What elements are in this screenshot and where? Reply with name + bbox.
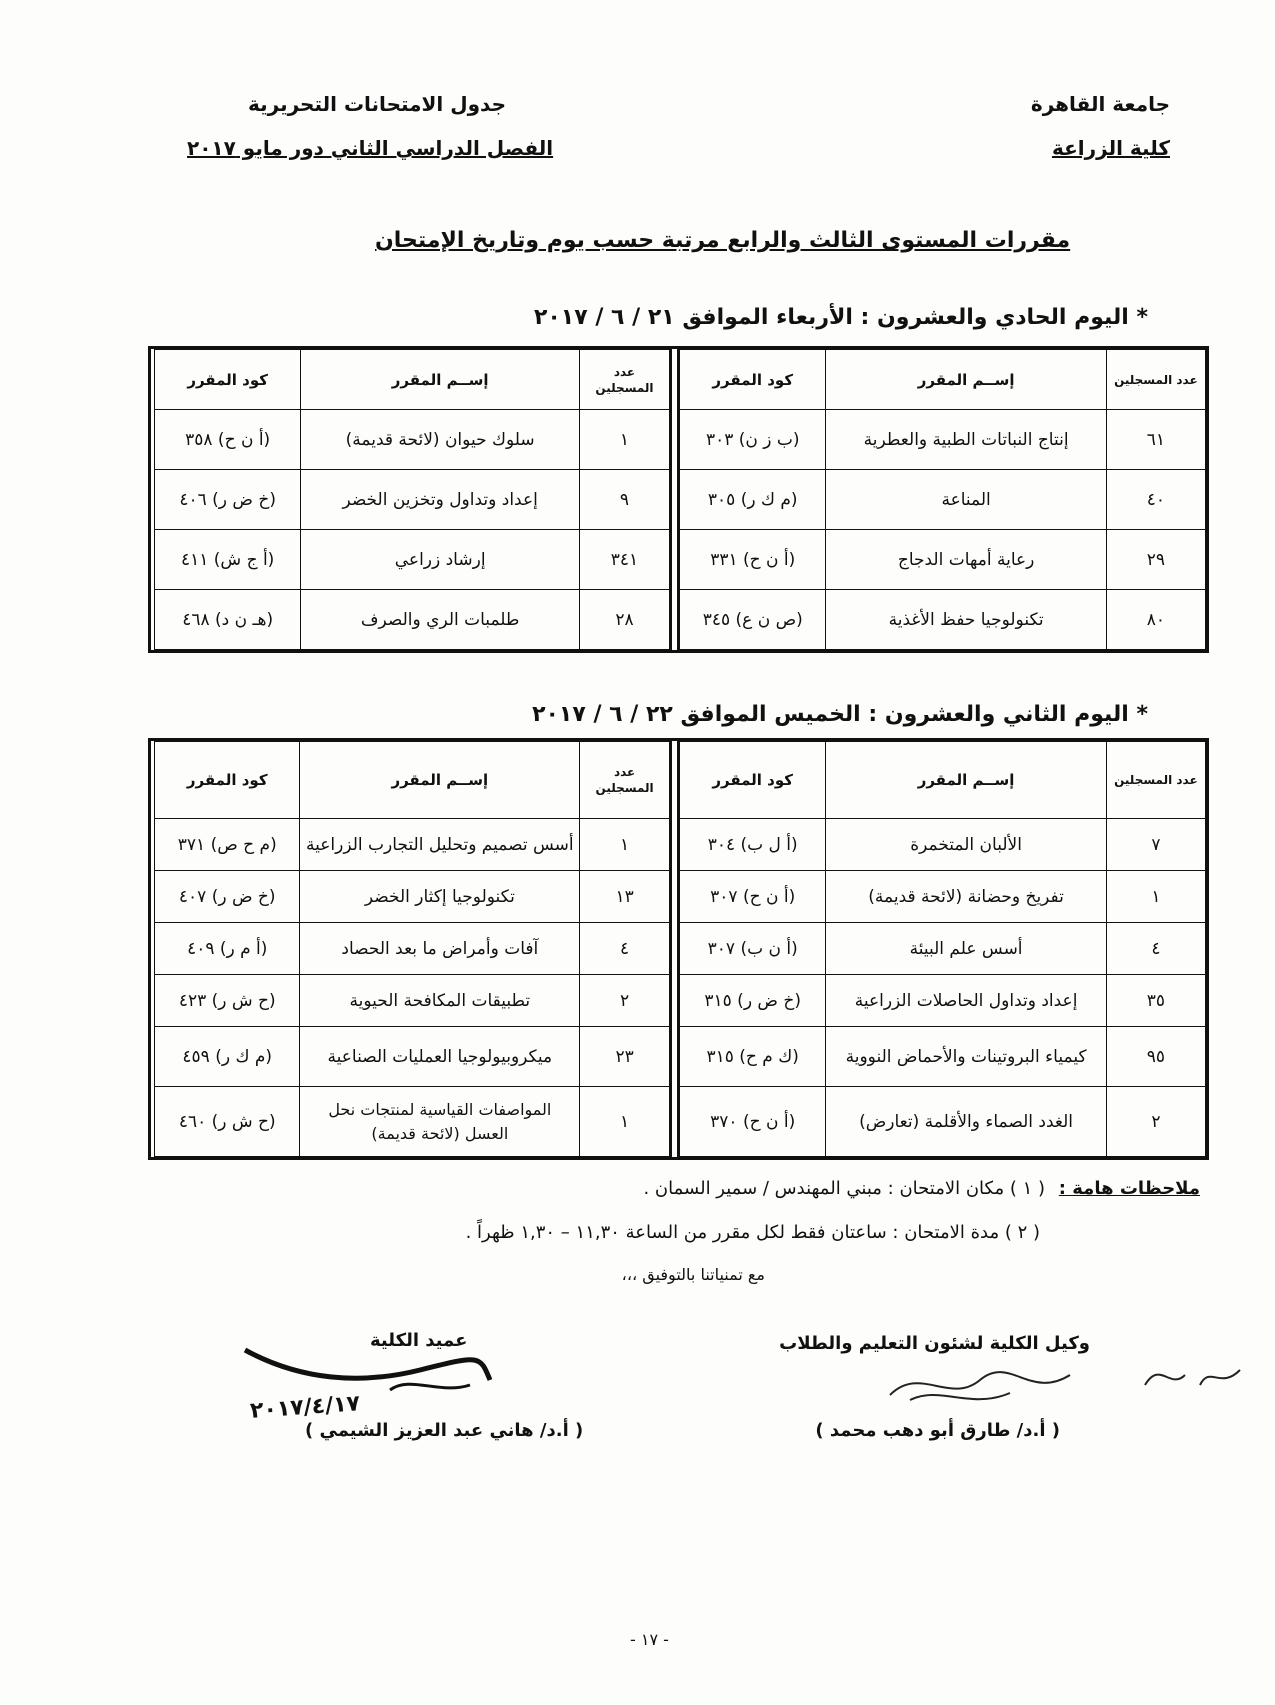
course-name: إرشاد زراعي [301,530,580,590]
course-name: أسس تصميم وتحليل التجارب الزراعية [300,819,580,871]
table-row [680,1027,1206,1087]
course-code: (أ ن ح) ٣٧٠ [680,1087,826,1157]
course-code: (خ ض ر) ٣١٥ [680,975,826,1027]
col-count-header: عدد المسجلين [1106,742,1205,819]
enrolled-count: ١ [580,1087,670,1157]
table-row [155,871,670,923]
enrolled-count: ٢٨ [579,590,669,650]
course-name: طلمبات الري والصرف [301,590,580,650]
col-name-header: إســم المقرر [300,742,580,819]
vice-dean-signature [880,1355,1080,1415]
course-code: (خ ض ر) ٤٠٧ [155,871,300,923]
course-name: الغدد الصماء والأقلمة (تعارض) [826,1087,1106,1157]
course-name: إعداد وتداول وتخزين الخضر [301,470,580,530]
table-row [680,923,1206,975]
course-code: (أ ل ب) ٣٠٤ [680,819,826,871]
course-code: (أ م ر) ٤٠٩ [155,923,300,975]
table-row [155,975,670,1027]
enrolled-count: ٩ [579,470,669,530]
col-count-header: عدد المسجلين [1106,350,1205,410]
enrolled-count: ٢ [580,975,670,1027]
schedule-title: جدول الامتحانات التحريرية [248,92,506,116]
day1-table [148,346,1209,653]
day1-label: * اليوم الحادي والعشرون : الأربعاء الموافق ٢١ / ٦ / ٢٠١٧ [533,305,1148,330]
table-row [155,530,670,590]
course-name: كيمياء البروتينات والأحماض النووية [826,1027,1106,1087]
table-row [680,871,1206,923]
course-name: أسس علم البيئة [826,923,1106,975]
enrolled-count: ٤ [1106,923,1205,975]
col-name-header: إســم المقرر [301,350,580,410]
course-code: (أ ن ح) ٣٠٧ [680,871,826,923]
table-row [680,410,1206,470]
table-row [680,470,1206,530]
enrolled-count: ٧ [1106,819,1205,871]
main-title: مقررات المستوى الثالث والرابع مرتبة حسب يوم وتاريخ الإمتحان [375,228,1071,253]
course-code: (م ك ر) ٤٥٩ [155,1027,300,1087]
course-name: آفات وأمراض ما بعد الحصاد [300,923,580,975]
col-name-header: إســم المقرر [826,742,1106,819]
dean-title: عميد الكلية [370,1330,468,1351]
table-row [680,819,1206,871]
enrolled-count: ٦١ [1106,410,1205,470]
course-name: رعاية أمهات الدجاج [826,530,1106,590]
course-name: إنتاج النباتات الطبية والعطرية [826,410,1106,470]
course-name: الألبان المتخمرة [826,819,1106,871]
enrolled-count: ٩٥ [1106,1027,1205,1087]
table-row [155,590,670,650]
closing-wish: مع تمنياتنا بالتوفيق ،،، [621,1265,765,1284]
dean-date: ٢٠١٧/٤/١٧ [249,1391,361,1424]
course-code: (ك م ح) ٣١٥ [680,1027,826,1087]
dean-name: ( أ.د/ هاني عبد العزيز الشيمي ) [305,1420,584,1441]
enrolled-count: ٣٤١ [579,530,669,590]
enrolled-count: ٢ [1106,1087,1205,1157]
table-row [680,590,1206,650]
col-code-header: كود المقرر [155,350,301,410]
course-code: (خ ض ر) ٤٠٦ [155,470,301,530]
course-code: (ص ن ع) ٣٤٥ [680,590,826,650]
enrolled-count: ٤ [580,923,670,975]
university-name: جامعة القاهرة [1030,92,1170,116]
day2-left-table [154,741,670,1157]
enrolled-count: ١٣ [580,871,670,923]
note-location: ( ١ ) مكان الامتحان : مبني المهندس / سمير السمان . [643,1178,1045,1199]
col-count-header: عدد المسجلين [579,350,669,410]
course-code: (ح ش ر) ٤٦٠ [155,1087,300,1157]
course-code: (أ ج ش) ٤١١ [155,530,301,590]
course-name: سلوك حيوان (لائحة قديمة) [301,410,580,470]
course-name: المواصفات القياسية لمنتجات نحل العسل (لائحة قديمة) [300,1087,580,1157]
table-row [155,1027,670,1087]
enrolled-count: ٤٠ [1106,470,1205,530]
vice-dean-name: ( أ.د/ طارق أبو دهب محمد ) [815,1420,1060,1441]
course-code: (أ ن ح) ٣٣١ [680,530,826,590]
day1-left-table [154,349,670,650]
course-code: (هـ ن د) ٤٦٨ [155,590,301,650]
term-title: الفصل الدراسي الثاني دور مايو ٢٠١٧ [187,136,554,160]
col-count-header: عدد المسجلين [580,742,670,819]
enrolled-count: ١ [1106,871,1205,923]
enrolled-count: ١ [580,819,670,871]
col-code-header: كود المقرر [680,742,826,819]
table-row [155,819,670,871]
enrolled-count: ٢٩ [1106,530,1205,590]
day2-label: * اليوم الثاني والعشرون : الخميس الموافق ٢٢ / ٦ / ٢٠١٧ [532,702,1148,727]
faculty-name: كلية الزراعة [1051,136,1170,160]
table-row [680,975,1206,1027]
table-row [155,1087,670,1157]
course-code: (م ك ر) ٣٠٥ [680,470,826,530]
enrolled-count: ١ [579,410,669,470]
course-name: تطبيقات المكافحة الحيوية [300,975,580,1027]
course-code: (أ ن ب) ٣٠٧ [680,923,826,975]
course-name: تفريخ وحضانة (لائحة قديمة) [826,871,1106,923]
day1-right-table [679,349,1206,650]
col-name-header: إســم المقرر [826,350,1106,410]
course-name: تكنولوجيا حفظ الأغذية [826,590,1106,650]
enrolled-count: ٨٠ [1106,590,1205,650]
enrolled-count: ٣٥ [1106,975,1205,1027]
course-name: تكنولوجيا إكثار الخضر [300,871,580,923]
table-row [155,923,670,975]
notes-label: ملاحظات هامة : [1058,1178,1200,1199]
table-divider [670,349,679,650]
course-name: ميكروبيولوجيا العمليات الصناعية [300,1027,580,1087]
table-row [680,530,1206,590]
table-row [155,470,670,530]
col-code-header: كود المقرر [680,350,826,410]
day2-table [148,738,1209,1160]
course-name: إعداد وتداول الحاصلات الزراعية [826,975,1106,1027]
course-code: (أ ن ح) ٣٥٨ [155,410,301,470]
course-code: (ب ز ن) ٣٠٣ [680,410,826,470]
course-code: (ح ش ر) ٤٢٣ [155,975,300,1027]
enrolled-count: ٢٣ [580,1027,670,1087]
course-code: (م ح ص) ٣٧١ [155,819,300,871]
table-row [680,1087,1206,1157]
note-duration: ( ٢ ) مدة الامتحان : ساعتان فقط لكل مقرر من الساعة ١١,٣٠ – ١,٣٠ ظهراً . [465,1222,1040,1243]
table-row [155,410,670,470]
col-code-header: كود المقرر [155,742,300,819]
table-divider [670,741,679,1157]
vice-dean-title: وكيل الكلية لشئون التعليم والطلاب [779,1333,1090,1354]
course-name: المناعة [826,470,1106,530]
initials-mark [1140,1350,1250,1400]
page-number: - ١٧ - [630,1630,669,1649]
day2-right-table [679,741,1206,1157]
